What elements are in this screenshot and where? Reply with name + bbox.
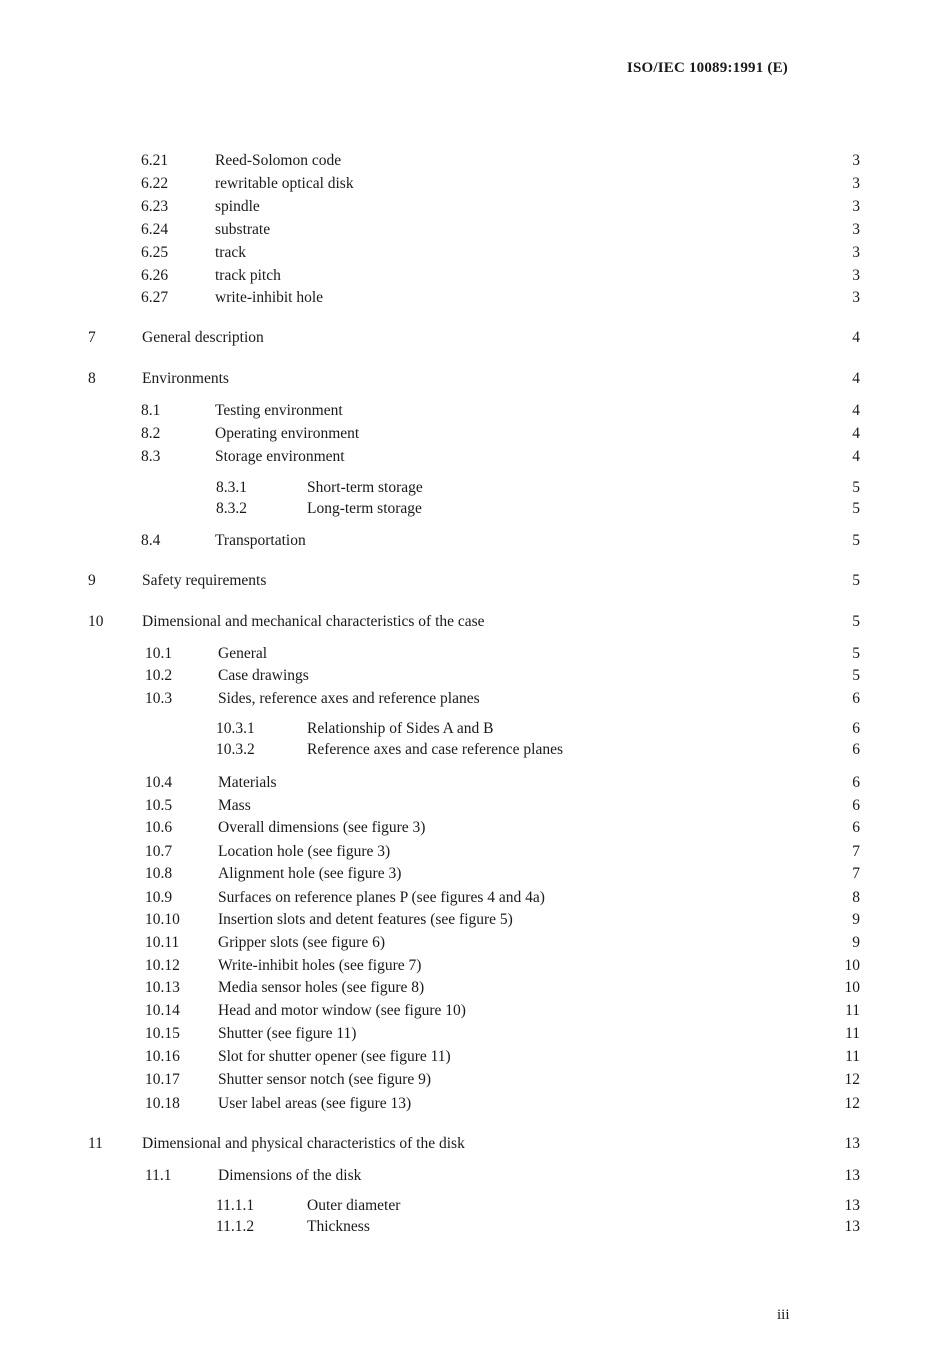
- toc-entry-number: 8.4: [141, 532, 161, 549]
- toc-entry-title: General: [218, 645, 268, 662]
- toc-entry-page: 5: [852, 500, 860, 517]
- toc-entry-number: 10.8: [145, 865, 173, 882]
- toc-entry-title: Write-inhibit holes (see figure 7): [218, 957, 422, 974]
- toc-entry-page: 12: [844, 1095, 860, 1112]
- toc-entry: [0, 864, 950, 884]
- toc-entry-title: Insertion slots and detent features (see figure 5): [218, 911, 513, 928]
- toc-entry-page: 11: [845, 1048, 860, 1065]
- toc-entry-title: Shutter (see figure 11): [218, 1025, 357, 1042]
- toc-entry-page: 6: [852, 741, 860, 758]
- toc-entry-page: 5: [852, 572, 860, 589]
- toc-entry-number: 8: [88, 370, 96, 387]
- toc-entry-number: 6.23: [141, 198, 169, 215]
- toc-entry-title: User label areas (see figure 13): [218, 1095, 412, 1112]
- toc-entry-page: 9: [852, 911, 860, 928]
- toc-entry-page: 10: [844, 979, 860, 996]
- toc-entry: [0, 1217, 950, 1237]
- toc-entry-title: Sides, reference axes and reference planes: [218, 690, 480, 707]
- toc-entry-number: 11.1: [145, 1167, 172, 1184]
- toc-entry: [0, 499, 950, 519]
- toc-entry-title: Reference axes and case reference planes: [307, 741, 564, 758]
- toc-entry-title: Reed-Solomon code: [215, 152, 342, 169]
- toc-entry: [0, 644, 950, 664]
- toc-entry-title: Surfaces on reference planes P (see figures 4 and 4a): [218, 889, 545, 906]
- toc-entry: [0, 740, 950, 760]
- toc-entry-number: 10.17: [145, 1071, 180, 1088]
- page-number: iii: [777, 1307, 790, 1323]
- toc-entry-page: 8: [852, 889, 860, 906]
- toc-entry: [0, 1024, 950, 1044]
- toc-entry-number: 11.1.1: [216, 1197, 255, 1214]
- toc-entry-title: Outer diameter: [307, 1197, 401, 1214]
- toc-entry: [0, 1134, 950, 1154]
- toc-entry-title: Environments: [142, 370, 229, 387]
- toc-entry-title: Materials: [218, 774, 277, 791]
- document-header: ISO/IEC 10089:1991 (E): [626, 60, 788, 76]
- toc-entry-number: 6.21: [141, 152, 169, 169]
- toc-entry-title: Mass: [218, 797, 251, 814]
- toc-entry-page: 3: [852, 175, 860, 192]
- toc-entry-page: 5: [852, 613, 860, 630]
- toc-entry-page: 6: [852, 774, 860, 791]
- toc-entry-number: 10.12: [145, 957, 180, 974]
- toc-entry-title: Media sensor holes (see figure 8): [218, 979, 425, 996]
- toc-entry-number: 11.1.2: [216, 1218, 255, 1235]
- toc-entry: [0, 818, 950, 838]
- toc-entry: [0, 1047, 950, 1067]
- toc-entry: [0, 666, 950, 686]
- toc-entry-title: track: [215, 244, 246, 261]
- toc-entry-page: 11: [845, 1025, 860, 1042]
- toc-entry-title: write-inhibit hole: [215, 289, 324, 306]
- toc-entry-title: Head and motor window (see figure 10): [218, 1002, 466, 1019]
- toc-entry-number: 10.7: [145, 843, 173, 860]
- toc-entry-page: 10: [844, 957, 860, 974]
- toc-entry: [0, 978, 950, 998]
- toc-entry: [0, 1001, 950, 1021]
- toc-entry-title: Alignment hole (see figure 3): [218, 865, 402, 882]
- toc-entry: [0, 369, 950, 389]
- toc-entry: [0, 1196, 950, 1216]
- toc-entry-number: 10.14: [145, 1002, 180, 1019]
- toc-entry-page: 6: [852, 690, 860, 707]
- toc-entry-page: 3: [852, 244, 860, 261]
- toc-entry-page: 4: [852, 402, 860, 419]
- toc-entry-page: 4: [852, 329, 860, 346]
- toc-entry-number: 7: [88, 329, 96, 346]
- toc-entry-number: 8.1: [141, 402, 161, 419]
- toc-entry-title: Long-term storage: [307, 500, 422, 517]
- toc-entry-page: 6: [852, 819, 860, 836]
- toc-entry-page: 12: [844, 1071, 860, 1088]
- toc-entry: [0, 478, 950, 498]
- toc-entry-page: 6: [852, 797, 860, 814]
- toc-entry-title: Dimensional and physical characteristics of the disk: [142, 1135, 465, 1152]
- toc-entry: [0, 689, 950, 709]
- toc-entry-title: Safety requirements: [142, 572, 267, 589]
- toc-entry-number: 10.18: [145, 1095, 180, 1112]
- toc-entry-page: 13: [844, 1197, 860, 1214]
- toc-entry-number: 10.2: [145, 667, 173, 684]
- toc-entry-title: Case drawings: [218, 667, 309, 684]
- toc-entry-page: 3: [852, 152, 860, 169]
- toc-entry-page: 4: [852, 448, 860, 465]
- toc-entry-page: 13: [844, 1167, 860, 1184]
- toc-entry-page: 3: [852, 198, 860, 215]
- toc-entry: [0, 888, 950, 908]
- toc-entry: [0, 933, 950, 953]
- toc-entry-title: substrate: [215, 221, 271, 238]
- toc-entry-title: Operating environment: [215, 425, 360, 442]
- toc-entry-title: General description: [142, 329, 264, 346]
- toc-entry-number: 6.26: [141, 267, 169, 284]
- toc-entry: [0, 220, 950, 240]
- toc-entry: [0, 266, 950, 286]
- toc-entry: [0, 719, 950, 739]
- toc-entry-page: 7: [852, 843, 860, 860]
- toc-entry-title: spindle: [215, 198, 260, 215]
- toc-entry-title: Dimensional and mechanical characteristics of the case: [142, 613, 485, 630]
- toc-entry-title: Thickness: [307, 1218, 370, 1235]
- toc-entry: [0, 796, 950, 816]
- toc-entry: [0, 956, 950, 976]
- toc-entry: [0, 328, 950, 348]
- toc-entry-number: 8.3.1: [216, 479, 247, 496]
- toc-entry: [0, 424, 950, 444]
- toc-entry-number: 10.3.1: [216, 720, 255, 737]
- toc-entry: [0, 612, 950, 632]
- toc-entry: [0, 174, 950, 194]
- toc-entry: [0, 1070, 950, 1090]
- toc-entry: [0, 910, 950, 930]
- toc-entry-number: 10.16: [145, 1048, 180, 1065]
- toc-entry-page: 13: [844, 1135, 860, 1152]
- toc-entry-number: 6.25: [141, 244, 169, 261]
- toc-entry: [0, 401, 950, 421]
- toc-entry-page: 5: [852, 645, 860, 662]
- toc-entry: [0, 842, 950, 862]
- toc-entry-number: 9: [88, 572, 96, 589]
- toc-entry-number: 8.2: [141, 425, 161, 442]
- toc-entry-title: Dimensions of the disk: [218, 1167, 362, 1184]
- toc-entry: [0, 197, 950, 217]
- toc-entry-number: 10.6: [145, 819, 173, 836]
- toc-entry-page: 6: [852, 720, 860, 737]
- toc-entry-page: 3: [852, 221, 860, 238]
- toc-entry: [0, 288, 950, 308]
- toc-entry-page: 4: [852, 425, 860, 442]
- toc-entry-number: 6.27: [141, 289, 169, 306]
- toc-entry-page: 5: [852, 667, 860, 684]
- toc-entry-title: rewritable optical disk: [215, 175, 354, 192]
- toc-entry-number: 11: [88, 1135, 103, 1152]
- toc-entry-page: 9: [852, 934, 860, 951]
- toc-entry: [0, 1166, 950, 1186]
- toc-entry-number: 10.15: [145, 1025, 180, 1042]
- toc-entry-page: 3: [852, 289, 860, 306]
- toc-entry-title: Slot for shutter opener (see figure 11): [218, 1048, 451, 1065]
- toc-entry-title: Storage environment: [215, 448, 345, 465]
- toc-entry-title: Short-term storage: [307, 479, 423, 496]
- toc-entry-title: Testing environment: [215, 402, 343, 419]
- toc-entry: [0, 243, 950, 263]
- toc-entry-number: 10.3.2: [216, 741, 255, 758]
- toc-entry-number: 8.3.2: [216, 500, 247, 517]
- toc-entry-number: 10.4: [145, 774, 173, 791]
- toc-entry-title: Gripper slots (see figure 6): [218, 934, 386, 951]
- toc-entry: [0, 531, 950, 551]
- toc-entry-number: 10.9: [145, 889, 173, 906]
- toc-entry-title: Overall dimensions (see figure 3): [218, 819, 426, 836]
- toc-entry-number: 10.1: [145, 645, 173, 662]
- toc-entry: [0, 773, 950, 793]
- toc-entry-title: Transportation: [215, 532, 306, 549]
- toc-entry-title: track pitch: [215, 267, 281, 284]
- toc-entry-page: 11: [845, 1002, 860, 1019]
- toc-entry: [0, 151, 950, 171]
- toc-entry-page: 7: [852, 865, 860, 882]
- toc-entry-page: 5: [852, 532, 860, 549]
- toc-entry-title: Relationship of Sides A and B: [307, 720, 494, 737]
- toc-entry-number: 10.3: [145, 690, 173, 707]
- toc-entry-title: Shutter sensor notch (see figure 9): [218, 1071, 432, 1088]
- toc-entry-title: Location hole (see figure 3): [218, 843, 391, 860]
- toc-entry-number: 10.13: [145, 979, 180, 996]
- toc-entry-number: 10.11: [145, 934, 180, 951]
- toc-entry-number: 6.22: [141, 175, 169, 192]
- toc-entry: [0, 1094, 950, 1114]
- toc-entry-number: 6.24: [141, 221, 169, 238]
- toc-entry: [0, 571, 950, 591]
- toc-entry-page: 4: [852, 370, 860, 387]
- toc-entry: [0, 447, 950, 467]
- toc-entry-number: 10.10: [145, 911, 180, 928]
- toc-entry-page: 5: [852, 479, 860, 496]
- toc-entry-number: 8.3: [141, 448, 161, 465]
- toc-entry-page: 3: [852, 267, 860, 284]
- toc-entry-page: 13: [844, 1218, 860, 1235]
- toc-entry-number: 10: [88, 613, 104, 630]
- toc-entry-number: 10.5: [145, 797, 173, 814]
